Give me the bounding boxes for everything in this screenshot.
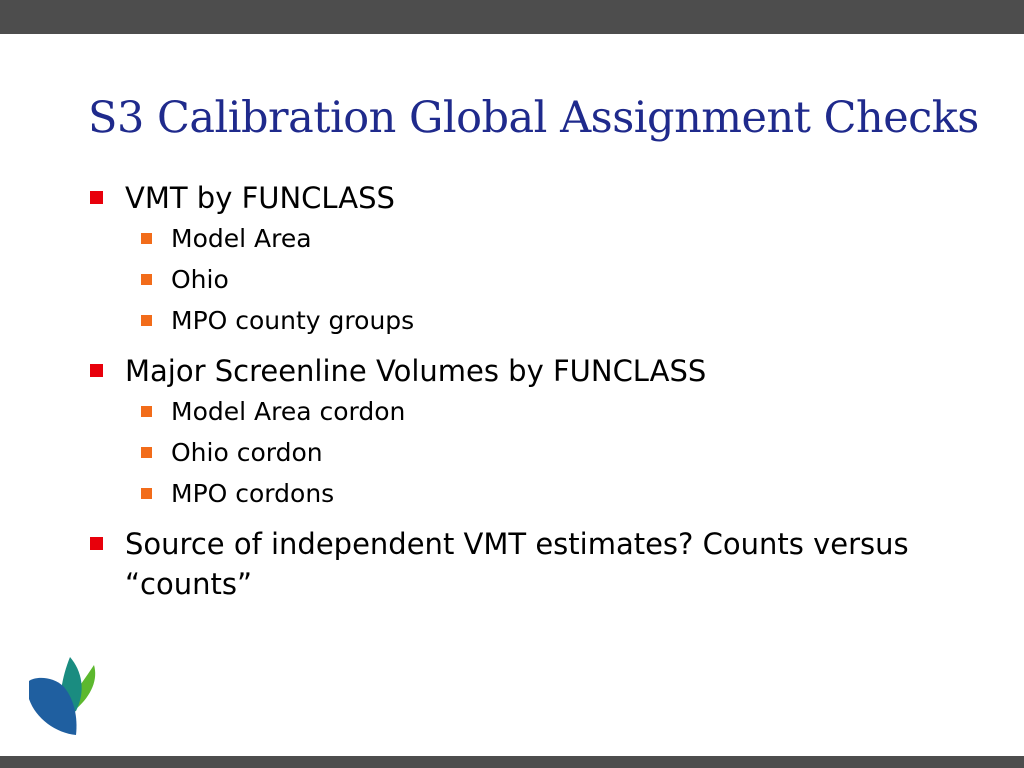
bullet-item xyxy=(88,178,968,341)
sub-bullet-item xyxy=(125,473,968,514)
sub-bullet-item xyxy=(125,432,968,473)
square-bullet-icon xyxy=(90,364,103,377)
bullet-text: Source of independent VMT estimates? Counts versus “counts” xyxy=(125,527,909,601)
bullet-item xyxy=(88,524,968,604)
sub-bullet-item xyxy=(125,391,968,432)
square-bullet-icon xyxy=(141,447,152,458)
bottom-bar xyxy=(0,756,1024,768)
sub-bullet-list xyxy=(125,391,968,514)
sub-bullet-item xyxy=(125,218,968,259)
square-bullet-icon xyxy=(90,537,103,550)
bullet-text: Major Screenline Volumes by FUNCLASS xyxy=(125,354,707,388)
sub-bullet-text: Model Area cordon xyxy=(171,397,406,426)
top-bar xyxy=(0,0,1024,34)
sub-bullet-item xyxy=(125,300,968,341)
bullet-list xyxy=(88,178,968,614)
square-bullet-icon xyxy=(141,233,152,244)
sub-bullet-text: MPO county groups xyxy=(171,306,415,335)
sub-bullet-text: Model Area xyxy=(171,224,312,253)
sub-bullet-item xyxy=(125,259,968,300)
square-bullet-icon xyxy=(141,406,152,417)
sub-bullet-list xyxy=(125,218,968,341)
square-bullet-icon xyxy=(141,315,152,326)
square-bullet-icon xyxy=(90,191,103,204)
bullet-text: VMT by FUNCLASS xyxy=(125,181,395,215)
sub-bullet-text: Ohio cordon xyxy=(171,438,323,467)
square-bullet-icon xyxy=(141,274,152,285)
square-bullet-icon xyxy=(141,488,152,499)
sub-bullet-text: Ohio xyxy=(171,265,229,294)
sub-bullet-text: MPO cordons xyxy=(171,479,335,508)
slide-title: S3 Calibration Global Assignment Checks xyxy=(88,93,979,143)
bullet-item xyxy=(88,351,968,514)
leaf-logo-icon xyxy=(26,655,98,737)
